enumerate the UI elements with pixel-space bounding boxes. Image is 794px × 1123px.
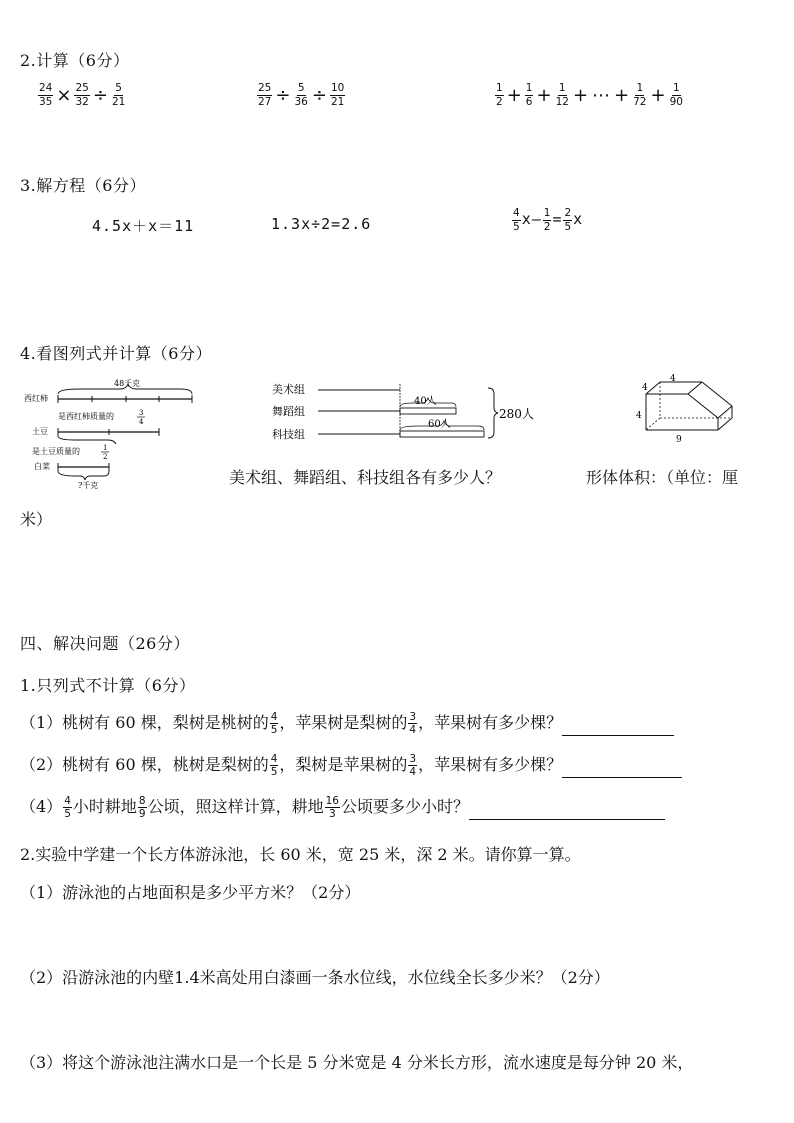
fraction: $\frac{5}{36}$ — [294, 82, 308, 108]
q2-item-3: （3）将这个游泳池注满水口是一个长是 5 分米宽是 4 分米长方形，流水速度是每分钟 20 米， — [20, 1053, 694, 1072]
q2-item-1: （1）游泳池的占地面积是多少平方米？（2分） — [20, 883, 361, 902]
note-tomato-fraction: 是西红柿质量的 — [58, 412, 114, 421]
dim-top: 4 — [670, 374, 676, 384]
label-40-people: 40人 — [414, 396, 437, 407]
label-total-280: 280人 — [499, 407, 534, 421]
section3-title: 3.解方程（6分） — [20, 176, 146, 195]
calc-expression-1: $\frac{24}{35}$ × $\frac{25}{32}$ ÷ $\frac{5}{21}$ — [39, 82, 126, 108]
label-art-group: 美术组 — [272, 383, 305, 396]
answer-line[interactable] — [562, 720, 674, 736]
svg-text:4: 4 — [139, 418, 144, 426]
section2-title: 2.计算（6分） — [20, 51, 130, 70]
q1-item-1: （1）桃树有 60 棵，梨树是桃树的 $\frac{4}{5}$ ，苹果树是梨树的 $\frac{3}{4}$ ，苹果树有多少棵？ — [20, 710, 674, 736]
label-dance-group: 舞蹈组 — [272, 405, 305, 418]
q2-item-2: （2）沿游泳池的内壁1.4米高处用白漆画一条水位线，水位线全长多少米？（2分） — [20, 968, 610, 987]
svg-text:3: 3 — [139, 409, 144, 417]
label-48kg: 48千克 — [114, 379, 141, 388]
segment-diagram-vegetables — [20, 372, 200, 490]
label-potato: 土豆 — [32, 427, 48, 436]
groups-question: 美术组、舞蹈组、科技组各有多少人？ — [229, 468, 502, 487]
fraction: $\frac{5}{21}$ — [111, 82, 126, 108]
fraction: $\frac{10}{21}$ — [330, 82, 345, 108]
label-tomato: 西红柿 — [24, 394, 48, 403]
prism-question-cont: 米） — [20, 510, 53, 529]
svg-text:1: 1 — [103, 444, 108, 452]
section4-title: 4.看图列式并计算（6分） — [20, 344, 212, 363]
fraction: $\frac{24}{35}$ — [39, 82, 53, 108]
label-60-people: 60人 — [428, 419, 451, 430]
equation-2: 1.3x÷2=2.6 — [271, 215, 372, 233]
dim-left-top: 4 — [642, 383, 648, 393]
q1-title: 1.只列式不计算（6分） — [20, 676, 196, 695]
calc-expression-2: $\frac{25}{27}$ ÷ $\frac{5}{36}$ ÷ $\frac{10}{21}$ — [258, 82, 345, 108]
equation-3: $\frac{4}{5}$ x— $\frac{1}{2}$ = $\frac{2}{5}$ x — [513, 207, 584, 233]
q1-item-2: （2）桃树有 60 棵，桃树是梨树的 $\frac{4}{5}$ ，梨树是苹果树的 $\frac{3}{4}$ ，苹果树有多少棵？ — [20, 752, 682, 778]
fraction: $\frac{25}{32}$ — [75, 82, 89, 108]
q2-title: 2.实验中学建一个长方体游泳池，长 60 米，宽 25 米，深 2 米。请你算一算。 — [20, 845, 581, 864]
dim-bottom: 9 — [676, 435, 682, 445]
answer-line[interactable] — [562, 762, 682, 778]
q1-item-4: （4） $\frac{4}{5}$ 小时耕地 $\frac{8}{9}$ 公顷，照这样计算，耕地 $\frac{16}{3}$ 公顷要多少小时？ — [20, 794, 665, 820]
label-cabbage: 白菜 — [34, 462, 50, 471]
label-tech-group: 科技组 — [272, 428, 305, 441]
prism-figure — [632, 374, 744, 446]
fraction: $\frac{25}{27}$ — [258, 82, 272, 108]
note-potato-fraction: 是土豆质量的 — [32, 447, 80, 456]
dim-left: 4 — [636, 411, 642, 421]
calc-expression-3: $\frac{1}{2}$ + $\frac{1}{6}$ + $\frac{1}{12}$ + ⋯ + $\frac{1}{72}$ + $\frac{1}{90}$ — [496, 82, 683, 108]
label-unknown-kg: ?千克 — [78, 481, 99, 490]
part4-title: 四、解决问题（26分） — [20, 634, 190, 653]
equation-1: 4.5x＋x＝11 — [92, 217, 195, 235]
segment-diagram-groups — [268, 378, 538, 444]
prism-question: 形体体积：（单位：厘 — [586, 468, 739, 487]
svg-text:2: 2 — [103, 453, 108, 461]
answer-line[interactable] — [469, 804, 665, 820]
